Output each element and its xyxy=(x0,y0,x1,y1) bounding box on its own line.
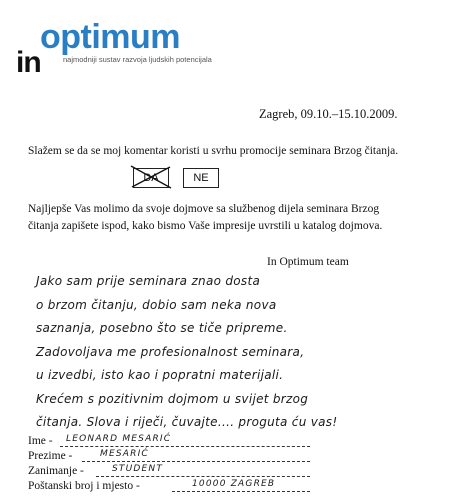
comment-line: Jako sam prije seminara znao dosta xyxy=(36,274,261,288)
field-zanimanje-value[interactable]: STUDENT xyxy=(112,464,164,474)
field-ime-label: Ime - xyxy=(28,435,53,447)
option-ne-box[interactable]: NE xyxy=(183,168,219,188)
handwritten-comment xyxy=(36,270,446,435)
team-signature: In Optimum team xyxy=(267,256,349,268)
logo-tagline: najmodniji sustav razvoja ljudskih potencijala xyxy=(63,55,212,64)
logo-in-text: in xyxy=(16,46,41,79)
field-prezime xyxy=(28,449,448,464)
field-zanimanje-label: Zanimanje - xyxy=(28,465,84,477)
cross-mark-icon xyxy=(128,163,174,191)
field-ime-value[interactable]: LEONARD MESARIĆ xyxy=(66,434,172,444)
logo-optimum-text: optimum xyxy=(40,18,181,56)
optimum-logo xyxy=(16,10,316,80)
field-prezime-value[interactable]: MESARIĆ xyxy=(100,449,149,459)
field-prezime-label: Prezime - xyxy=(28,450,73,462)
option-da-box[interactable]: DA xyxy=(133,168,169,188)
comment-line: o brzom čitanju, dobio sam neka nova xyxy=(36,297,277,312)
comment-line: čitanja. Slova i riječi, čuvajte.... proguta ću vas! xyxy=(36,415,338,429)
comment-line: saznanja, posebno što se tiče pripreme. xyxy=(36,321,288,335)
date-line: Zagreb, 09.10.–15.10.2009. xyxy=(259,107,398,121)
comment-line: Krećem s pozitivnim dojmom u svijet brzog xyxy=(36,391,309,406)
field-ime xyxy=(28,434,448,449)
field-posta-label: Poštanski broj i mjesto - xyxy=(28,480,140,492)
comment-line: Zadovoljava me profesionalnost seminara, xyxy=(36,344,305,359)
request-text: Najljepše Vas molimo da svoje dojmove sa službenog dijela seminara Brzog čitanja zapišete ispod, kako bismo Vaše impresije uvrstili u katalog dojmova. xyxy=(28,203,383,232)
comment-line: u izvedbi, isto kao i popratni materijali. xyxy=(36,368,284,382)
field-posta xyxy=(28,479,448,494)
personal-info-fields xyxy=(28,434,448,494)
field-posta-value[interactable]: 10000 ZAGREB xyxy=(192,479,276,489)
consent-text: Slažem se da se moj komentar koristi u svrhu promocije seminara Brzog čitanja. xyxy=(28,145,399,157)
